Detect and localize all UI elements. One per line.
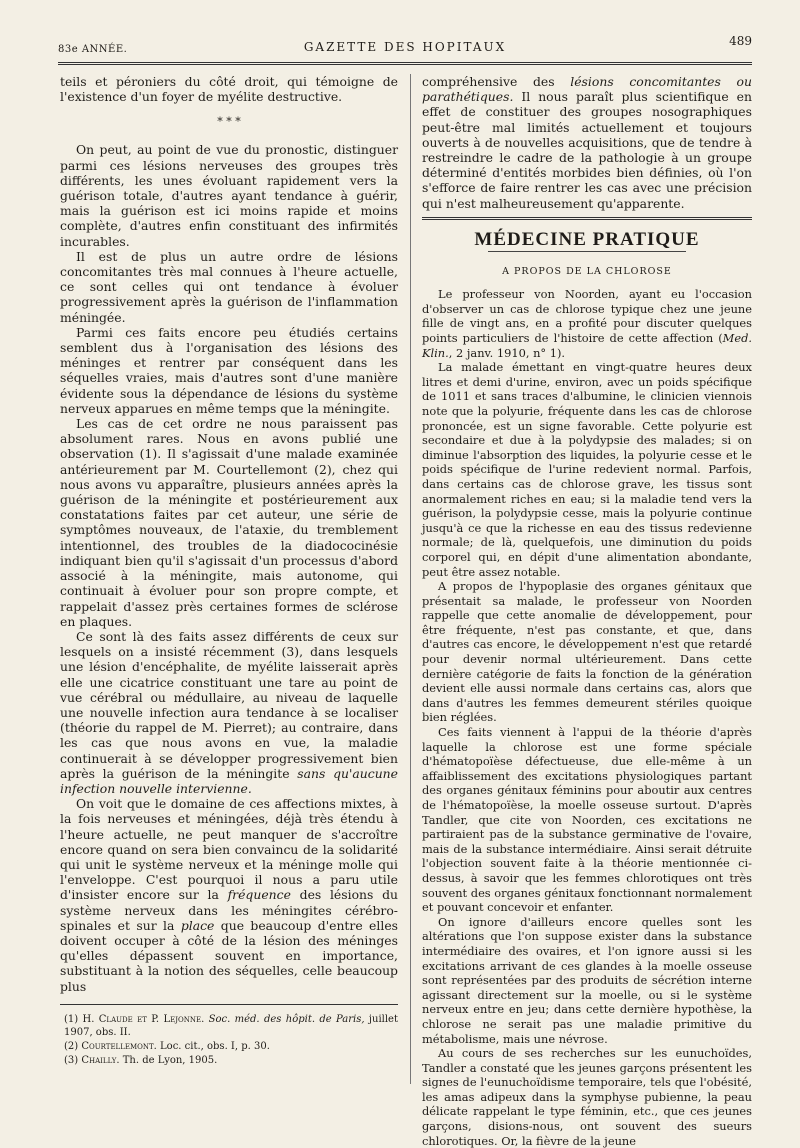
author-names: Courtellemont. (81, 1040, 157, 1052)
column-divider (410, 74, 411, 1084)
left-column (60, 74, 398, 1068)
footnote (64, 1040, 398, 1053)
page-number: 489 (729, 34, 752, 48)
running-header (58, 30, 752, 60)
text-run: Le professeur von Noorden, ayant eu l'occasion d'observer un cas de chlorose typique chez une jeune fille de vingt ans, en a profité pour discuter quelques points particuliers de l'histoire de cette affection ( (422, 287, 752, 346)
paragraph: Ces faits viennent à l'appui de la théorie d'après laquelle la chlorose est une forme spéciale d'hématopoïèse défectueuse, due elle-même à un affaiblissement des excitations physiologiques partant des organes génitaux féminins pour aboutir aux centres de l'hématopoïèse, la moelle osseuse surtout. D'après Tandler, que cite von Noorden, ces excitations ne partiraient pas de la substance germinative de l'ovaire, mais de la substance intermédiaire. Ainsi serait détruite l'objection souvent faite à la théorie mentionnée ci-dessus, à savoir que les femmes chlorotiques ont très souvent des organes génitaux fonctionnant normalement et pouvant concevoir et enfanter. (422, 725, 752, 915)
paragraph: Au cours de ses recherches sur les eunuchoïdes, Tandler a constaté que les jeunes garçons présentent les signes de l'eunuchoïdisme temporaire, tels que l'obésité, les amas adipeux dans la symphyse pubienne, la peau délicate rappelant le type féminin, etc., que ces jeunes garçons, disions-nous, ont souvent des sueurs chlorotiques. Or, la fièvre de la jeune (422, 1046, 752, 1148)
footnote (64, 1054, 398, 1067)
author-names: H. Claude et P. Lejonne. (82, 1013, 205, 1025)
paragraph: Parmi ces faits encore peu étudiés certains semblent dus à l'organisation des lésions des méninges et rentrer par conséquent dans les séquelles vraies, mais d'autres sont d'une manière évidente sous la dépendance de lésions du système nerveux apparues en même temps que la méningite. (60, 324, 398, 416)
citation-detail: Th. de Lyon, 1905. (119, 1054, 218, 1066)
paragraph: teils et péroniers du côté droit, qui témoigne de l'existence d'un foyer de myélite destructive. (60, 74, 398, 105)
emphasis: lésions concomitantes ou parathétiques. (422, 74, 752, 105)
footnote-marker: (1) (64, 1013, 83, 1025)
paragraph: On ignore d'ailleurs encore quelles sont les altérations que l'on suppose exister dans la substance intermédiaire des ovaires, et l'on ignore aussi si les excitations arrivant de ces glandes à la moelle osseuse sont représentées par des produits de sécrétion interne agissant directement sur la moelle, ou si le système nerveux entre en jeu; dans cette dernière hypothèse, la chlorose ne serait pas une maladie primitive du métabolisme, mais une névrose. (422, 914, 752, 1046)
text-run: des lésions du système nerveux dans les méningites cérébro-spinales et sur la (60, 887, 398, 933)
citation-detail: juillet 1907, obs. II. (64, 1013, 398, 1038)
paragraph (422, 287, 752, 360)
section-break-asterisks: * * * (217, 115, 241, 129)
header-rule (58, 62, 752, 65)
text-run: que beaucoup d'entre elles doivent occuper à côté de la lésion des méninges qu'elles dépassent souvent en importance, substituant à la notion des séquelles, celle beaucoup plus (60, 917, 399, 994)
text-run: , 2 janv. 1910, n° 1). (448, 345, 566, 360)
text-run: Ce sont là des faits assez différents de ceux sur lesquels on a insisté récemment (3), dans lesquels une lésion d'encéphalite, de myélite laisserait après elle une cicatrice constituant une tare au point de vue cérébral ou médullaire, au niveau de laquelle une nouvelle infection aura tendance à se localiser (théorie du rappel de M. Pierret); au contraire, dans les cas que nous avons en vue, la maladie continuerait à se développer progressivement bien après la guérison de la méningite (60, 628, 398, 781)
paragraph (60, 796, 398, 994)
emphasis: Med. Klin. (422, 331, 752, 360)
paragraph: La malade émettant en vingt-quatre heures deux litres et demi d'urine, environ, avec un poids spécifique de 1011 et sans traces d'albumine, le clinicien viennois note que la polyurie, fréquente dans les cas de chlorose prononcée, est un signe favorable. Cette polyurie est secondaire et due à la polydypsie des malades; si on diminue l'absorption des liquides, la polyurie cesse et le poids spécifique de l'urine redevient normal. Parfois, dans certains cas de chlorose grave, les tissus sont anormalement riches en eau; si la maladie tend vers la guérison, la polydypsie cesse, mais la polyurie continue jusqu'à ce que la richesse en eau des tissus redevienne normale; de là, quelquefois, une diminution du poids corporel qui, en dépit d'une alimentation abondante, peut être assez notable. (422, 360, 752, 579)
emphasis: place (180, 917, 215, 933)
citation-title: Soc. méd. des hôpit. de Paris, (204, 1013, 365, 1025)
article-subtitle: A PROPOS DE LA CHLOROSE (502, 266, 672, 278)
section-heading: MÉDECINE PRATIQUE (474, 228, 700, 250)
heading-underline (488, 251, 686, 252)
text-run: On voit que le domaine de ces affections mixtes, à la fois nerveuses et méningées, déjà très étendu à l'heure actuelle, ne peut manquer de s'accroître encore quand on sera bien convaincu de la solidarité qui unit le système nerveux et la méninge molle qui l'enveloppe. C'est pourquoi il nous a paru utile d'insister encore sur la (60, 796, 398, 903)
emphasis: sans qu'aucune infection nouvelle intervienne. (60, 765, 398, 796)
emphasis: fréquence (227, 887, 291, 903)
text-run: compréhensive des (422, 74, 571, 89)
footnote-marker: (3) (64, 1054, 82, 1066)
paragraph: Les cas de cet ordre ne nous paraissent pas absolument rares. Nous en avons publié une observation (1). Il s'agissait d'une malade examinée antérieurement par M. Courtellemont (2), chez qui nous avons vu apparaître, plusieurs années après la guérison de la méningite et postérieurement aux constatations faites par cet auteur, une série de symptômes nouveaux, de l'ataxie, du tremblement intentionnel, des troubles de la diadococinésie indiquant bien qu'il s'agissait d'un processus d'abord associé à la méningite, mais autonome, qui continuait à évoluer pour son propre compte, et rappelait d'assez près certaines formes de sclérose en plaques. (60, 416, 398, 629)
right-column (422, 74, 752, 1148)
author-names: Chailly. (81, 1054, 120, 1066)
article-body (422, 287, 752, 1148)
paragraph: Il est de plus un autre ordre de lésions concomitantes très mal connues à l'heure actuelle, ce sont celles qui ont tendance à évoluer progressivement après la guérison de l'inflammation méningée. (60, 248, 398, 325)
section-rule (422, 217, 752, 220)
paragraph (422, 74, 752, 211)
footnote (64, 1013, 398, 1039)
footnote-marker: (2) (64, 1040, 82, 1052)
journal-title: GAZETTE DES HOPITAUX (303, 40, 507, 54)
text-run: Il nous paraît plus scientifique en effet de constituer des groupes nosographiques peut-être mal limités actuellement et toujours ouverts à de nouvelles acquisitions, que de tendre à restreindre le cadre de la pathologie à un groupe déterminé d'entités morbides bien définies, où l'on s'efforce de faire rentrer les cas avec une précision qui n'est malheureusement qu'apparente. (422, 89, 752, 211)
footnote-rule (60, 1004, 398, 1005)
paragraph (60, 629, 398, 796)
volume-year: 83e ANNÉE. (58, 44, 128, 55)
paragraph: On peut, au point de vue du pronostic, distinguer parmi ces lésions nerveuses des groupes très différents, les unes évoluant rapidement vers la guérison totale, d'autres ayant tendance à guérir, mais la guérison est ici moins rapide et moins complète, d'autres enfin constituant des infirmités incurables. (60, 142, 398, 249)
paragraph: A propos de l'hypoplasie des organes génitaux que présentait sa malade, le professeur von Noorden rappelle que cette anomalie de développement, pour être fréquente, n'est pas constante, et que, dans d'autres cas encore, le développement n'est que retardé pour devenir normal ultérieurement. Dans cette dernière catégorie de faits la fonction de la génération devient elle aussi normale dans certains cas, alors que dans d'autres les femmes demeurent stériles quoique bien réglées. (422, 579, 752, 725)
citation-detail: Loc. cit., obs. I, p. 30. (156, 1040, 270, 1052)
